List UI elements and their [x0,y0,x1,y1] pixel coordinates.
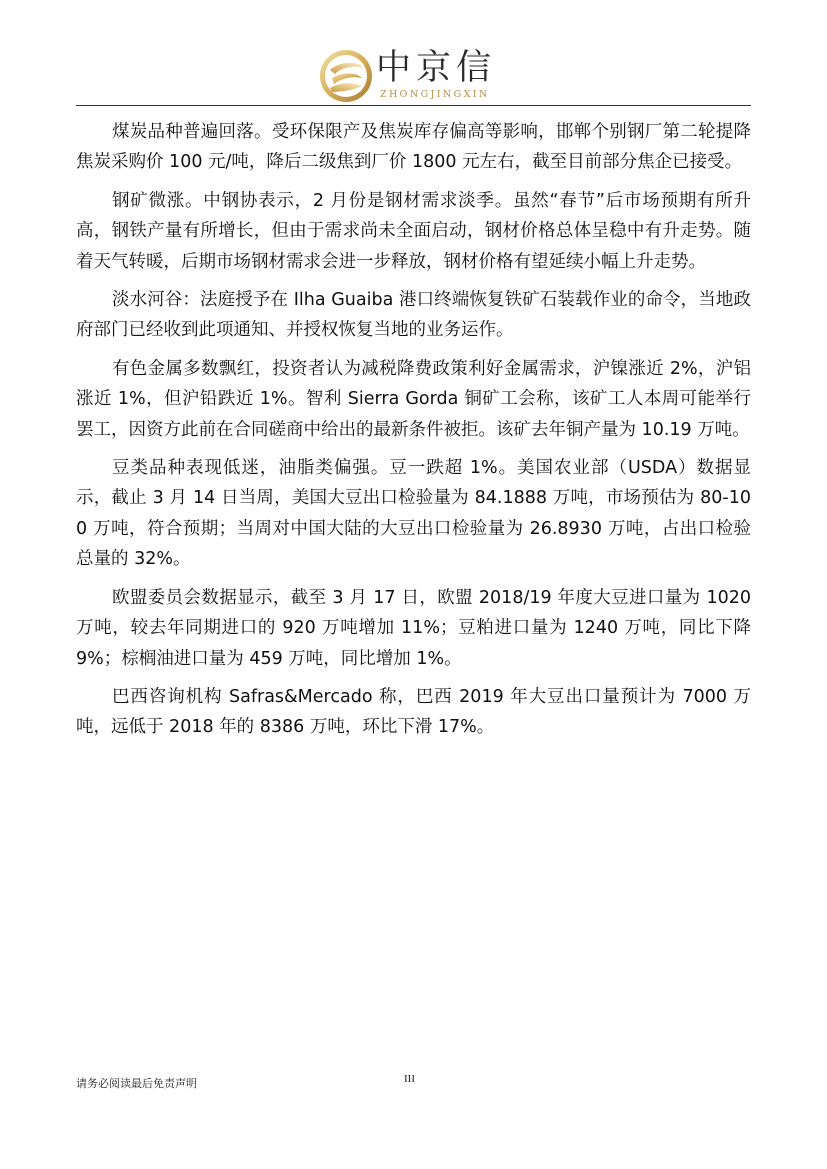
paragraph-eu-imports: 欧盟委员会数据显示，截至 3 月 17 日，欧盟 2018/19 年度大豆进口量为 1020 万吨，较去年同期进口的 920 万吨增加 11%；豆粕进口量为 1240 万吨，同比下降 9%；棕榈油进口量为 459 万吨，同比增加 1%。 [76,587,751,669]
brand-name-cn: 中京信 [376,48,497,88]
report-body [76,117,751,751]
paragraph-soybean-usda: 豆类品种表现低迷，油脂类偏强。豆一跌超 1%。美国农业部（USDA）数据显示，截止 3 月 14 日当周，美国大豆出口检验量为 84.1888 万吨，市场预估为 80-100 万吨，符合预期；当周对中国大陆的大豆出口检验量为 26.8930 万吨，占出口检验总量的 32%。 [76,458,751,570]
paragraph-vale: 淡水河谷：法庭授予在 Ilha Guaiba 港口终端恢复铁矿石装载作业的命令，当地政府部门已经收到此项通知、并授权恢复当地的业务运作。 [76,290,751,341]
footer-disclaimer: 请务必阅读最后免责声明 [76,1077,197,1090]
paragraph-nonferrous: 有色金属多数飘红，投资者认为减税降费政策利好金属需求，沪镍涨近 2%，沪铝涨近 1%，但沪铅跌近 1%。智利 Sierra Gorda 铜矿工会称，该矿工人本周可能举行罢工，因资方此前在合同磋商中给出的最新条件被拒。该矿去年铜产量为 10.19 万吨。 [76,358,751,440]
paragraph-coal: 煤炭品种普遍回落。受环保限产及焦炭库存偏高等影响，邯郸个别钢厂第二轮提降焦炭采购价 100 元/吨，降后二级焦到厂价 1800 元左右，截至目前部分焦企已接受。 [76,122,751,173]
brand-name-en: ZHONGJINGXIN [380,89,490,100]
header-divider [76,105,751,106]
paragraph-brazil-exports: 巴西咨询机构 Safras&Mercado 称，巴西 2019 年大豆出口量预计为 7000 万吨，远低于 2018 年的 8386 万吨，环比下滑 17%。 [76,686,751,738]
page-header [0,0,827,106]
paragraph-steel-ore: 钢矿微涨。中钢协表示，2 月份是钢材需求淡季。虽然“春节”后市场预期有所升高，钢铁产量有所增长，但由于需求尚未全面启动，钢材价格总体呈稳中有升走势。随着天气转暖，后期市场钢材需求会进一步释放，钢材价格有望延续小幅上升走势。 [76,190,751,272]
page-number: III [404,1073,415,1085]
company-logo-icon [318,48,374,104]
